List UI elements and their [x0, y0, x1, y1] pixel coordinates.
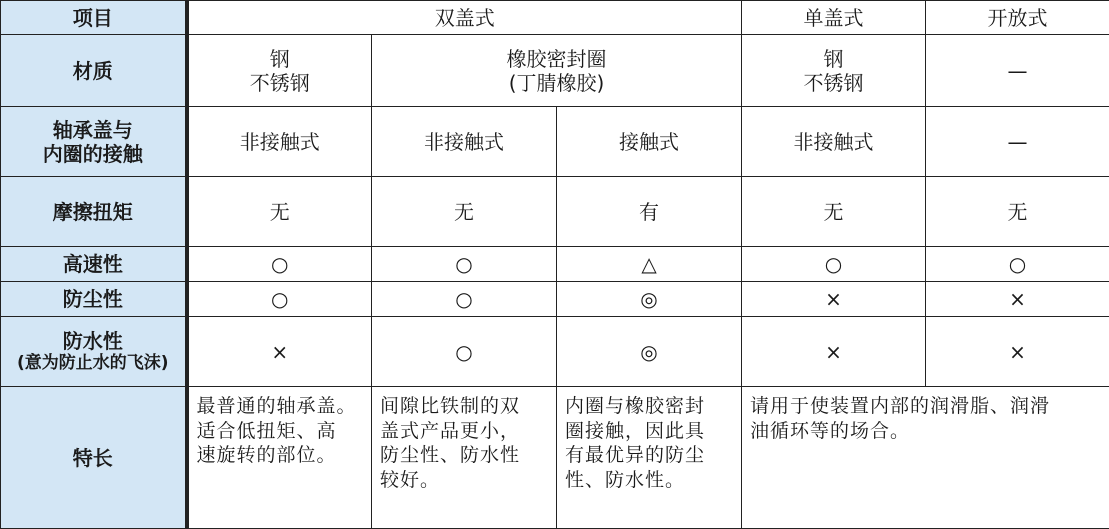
feature-cell-1 [187, 387, 372, 529]
row-label-contact [1, 107, 187, 177]
contact-cell-3: 接触式 [557, 107, 742, 177]
feature-cell-2-line-1: 间隙比铁制的双 [380, 395, 521, 417]
row-label-water [1, 317, 187, 387]
water-cell-5: × [926, 317, 1109, 387]
dust-cell-2: ○ [372, 282, 557, 317]
speed-cell-1: ○ [187, 247, 372, 282]
feature-cell-2 [372, 387, 557, 529]
feature-cell-3-line-3: 有最优异的防尘 [565, 444, 706, 467]
material-cell-4-line-1: 钢 [823, 46, 844, 71]
material-cell-4-line-2: 不锈钢 [803, 70, 864, 95]
row-label-contact-line-2: 内圈的接触 [42, 141, 143, 166]
row-label-water-main: 防水性 [62, 329, 123, 354]
row-water [1, 317, 1109, 387]
water-cell-3: ◎ [557, 317, 742, 387]
material-rubber-line-2: (丁腈橡胶) [508, 70, 605, 95]
feature-cell-1-line-1: 最普通的轴承盖。 [196, 395, 357, 417]
material-cell-1-line-2: 不锈钢 [249, 70, 310, 95]
torque-cell-2: 无 [372, 177, 557, 247]
feature-cell-2-line-3: 防尘性、防水性 [380, 444, 521, 467]
feature-cell-single-open [742, 387, 1109, 529]
material-cell-1 [187, 35, 372, 107]
dust-cell-3: ◎ [557, 282, 742, 317]
row-feature [1, 387, 1109, 529]
torque-cell-5: 无 [926, 177, 1109, 247]
feature-cell-2-line-4: 较好。 [380, 469, 441, 492]
contact-cell-4: 非接触式 [742, 107, 926, 177]
feature-cell-1-line-3: 速旋转的部位。 [196, 444, 337, 467]
material-cell-5: — [926, 35, 1109, 107]
row-torque [1, 177, 1109, 247]
feature-cell-3-line-1: 内圈与橡胶密封 [565, 395, 706, 417]
row-label-feature: 特长 [1, 387, 187, 529]
header-row [1, 1, 1109, 35]
row-label-contact-line-1: 轴承盖与 [52, 117, 133, 142]
material-cell-1-line-1: 钢 [269, 46, 290, 71]
dust-cell-4: × [742, 282, 926, 317]
header-single-cover: 单盖式 [742, 1, 926, 35]
row-label-material: 材质 [1, 35, 187, 107]
feature-cell-3-line-4: 性、防水性。 [565, 469, 686, 492]
speed-cell-4: ○ [742, 247, 926, 282]
water-cell-2: ○ [372, 317, 557, 387]
feature-cell-3 [557, 387, 742, 529]
torque-cell-3: 有 [557, 177, 742, 247]
feature-cell-1-line-2: 适合低扭矩、高 [196, 419, 337, 442]
material-cell-rubber [372, 35, 742, 107]
row-speed [1, 247, 1109, 282]
row-label-speed: 高速性 [1, 247, 187, 282]
contact-cell-1: 非接触式 [187, 107, 372, 177]
contact-cell-5: — [926, 107, 1109, 177]
speed-cell-2: ○ [372, 247, 557, 282]
row-label-dust: 防尘性 [1, 282, 187, 317]
feature-cell-single-open-line-2: 油循环等的场合。 [750, 419, 911, 442]
speed-cell-3: △ [557, 247, 742, 282]
header-item: 项目 [1, 1, 187, 35]
feature-cell-2-line-2: 盖式产品更小， [380, 419, 521, 442]
row-dust [1, 282, 1109, 317]
material-rubber-line-1: 橡胶密封圈 [506, 46, 607, 71]
dust-cell-5: × [926, 282, 1109, 317]
row-label-water-note: (意为防止水的飞沫) [16, 353, 169, 374]
water-cell-1: × [187, 317, 372, 387]
feature-cell-3-line-2: 圈接触，因此具 [565, 419, 706, 442]
row-label-torque: 摩擦扭矩 [1, 177, 187, 247]
dust-cell-1: ○ [187, 282, 372, 317]
water-cell-4: × [742, 317, 926, 387]
material-cell-4 [742, 35, 926, 107]
torque-cell-4: 无 [742, 177, 926, 247]
header-double-cover: 双盖式 [187, 1, 742, 35]
header-open: 开放式 [926, 1, 1109, 35]
feature-cell-single-open-line-1: 请用于使装置内部的润滑脂、润滑 [750, 395, 1051, 417]
torque-cell-1: 无 [187, 177, 372, 247]
row-material [1, 35, 1109, 107]
row-contact [1, 107, 1109, 177]
speed-cell-5: ○ [926, 247, 1109, 282]
contact-cell-2: 非接触式 [372, 107, 557, 177]
